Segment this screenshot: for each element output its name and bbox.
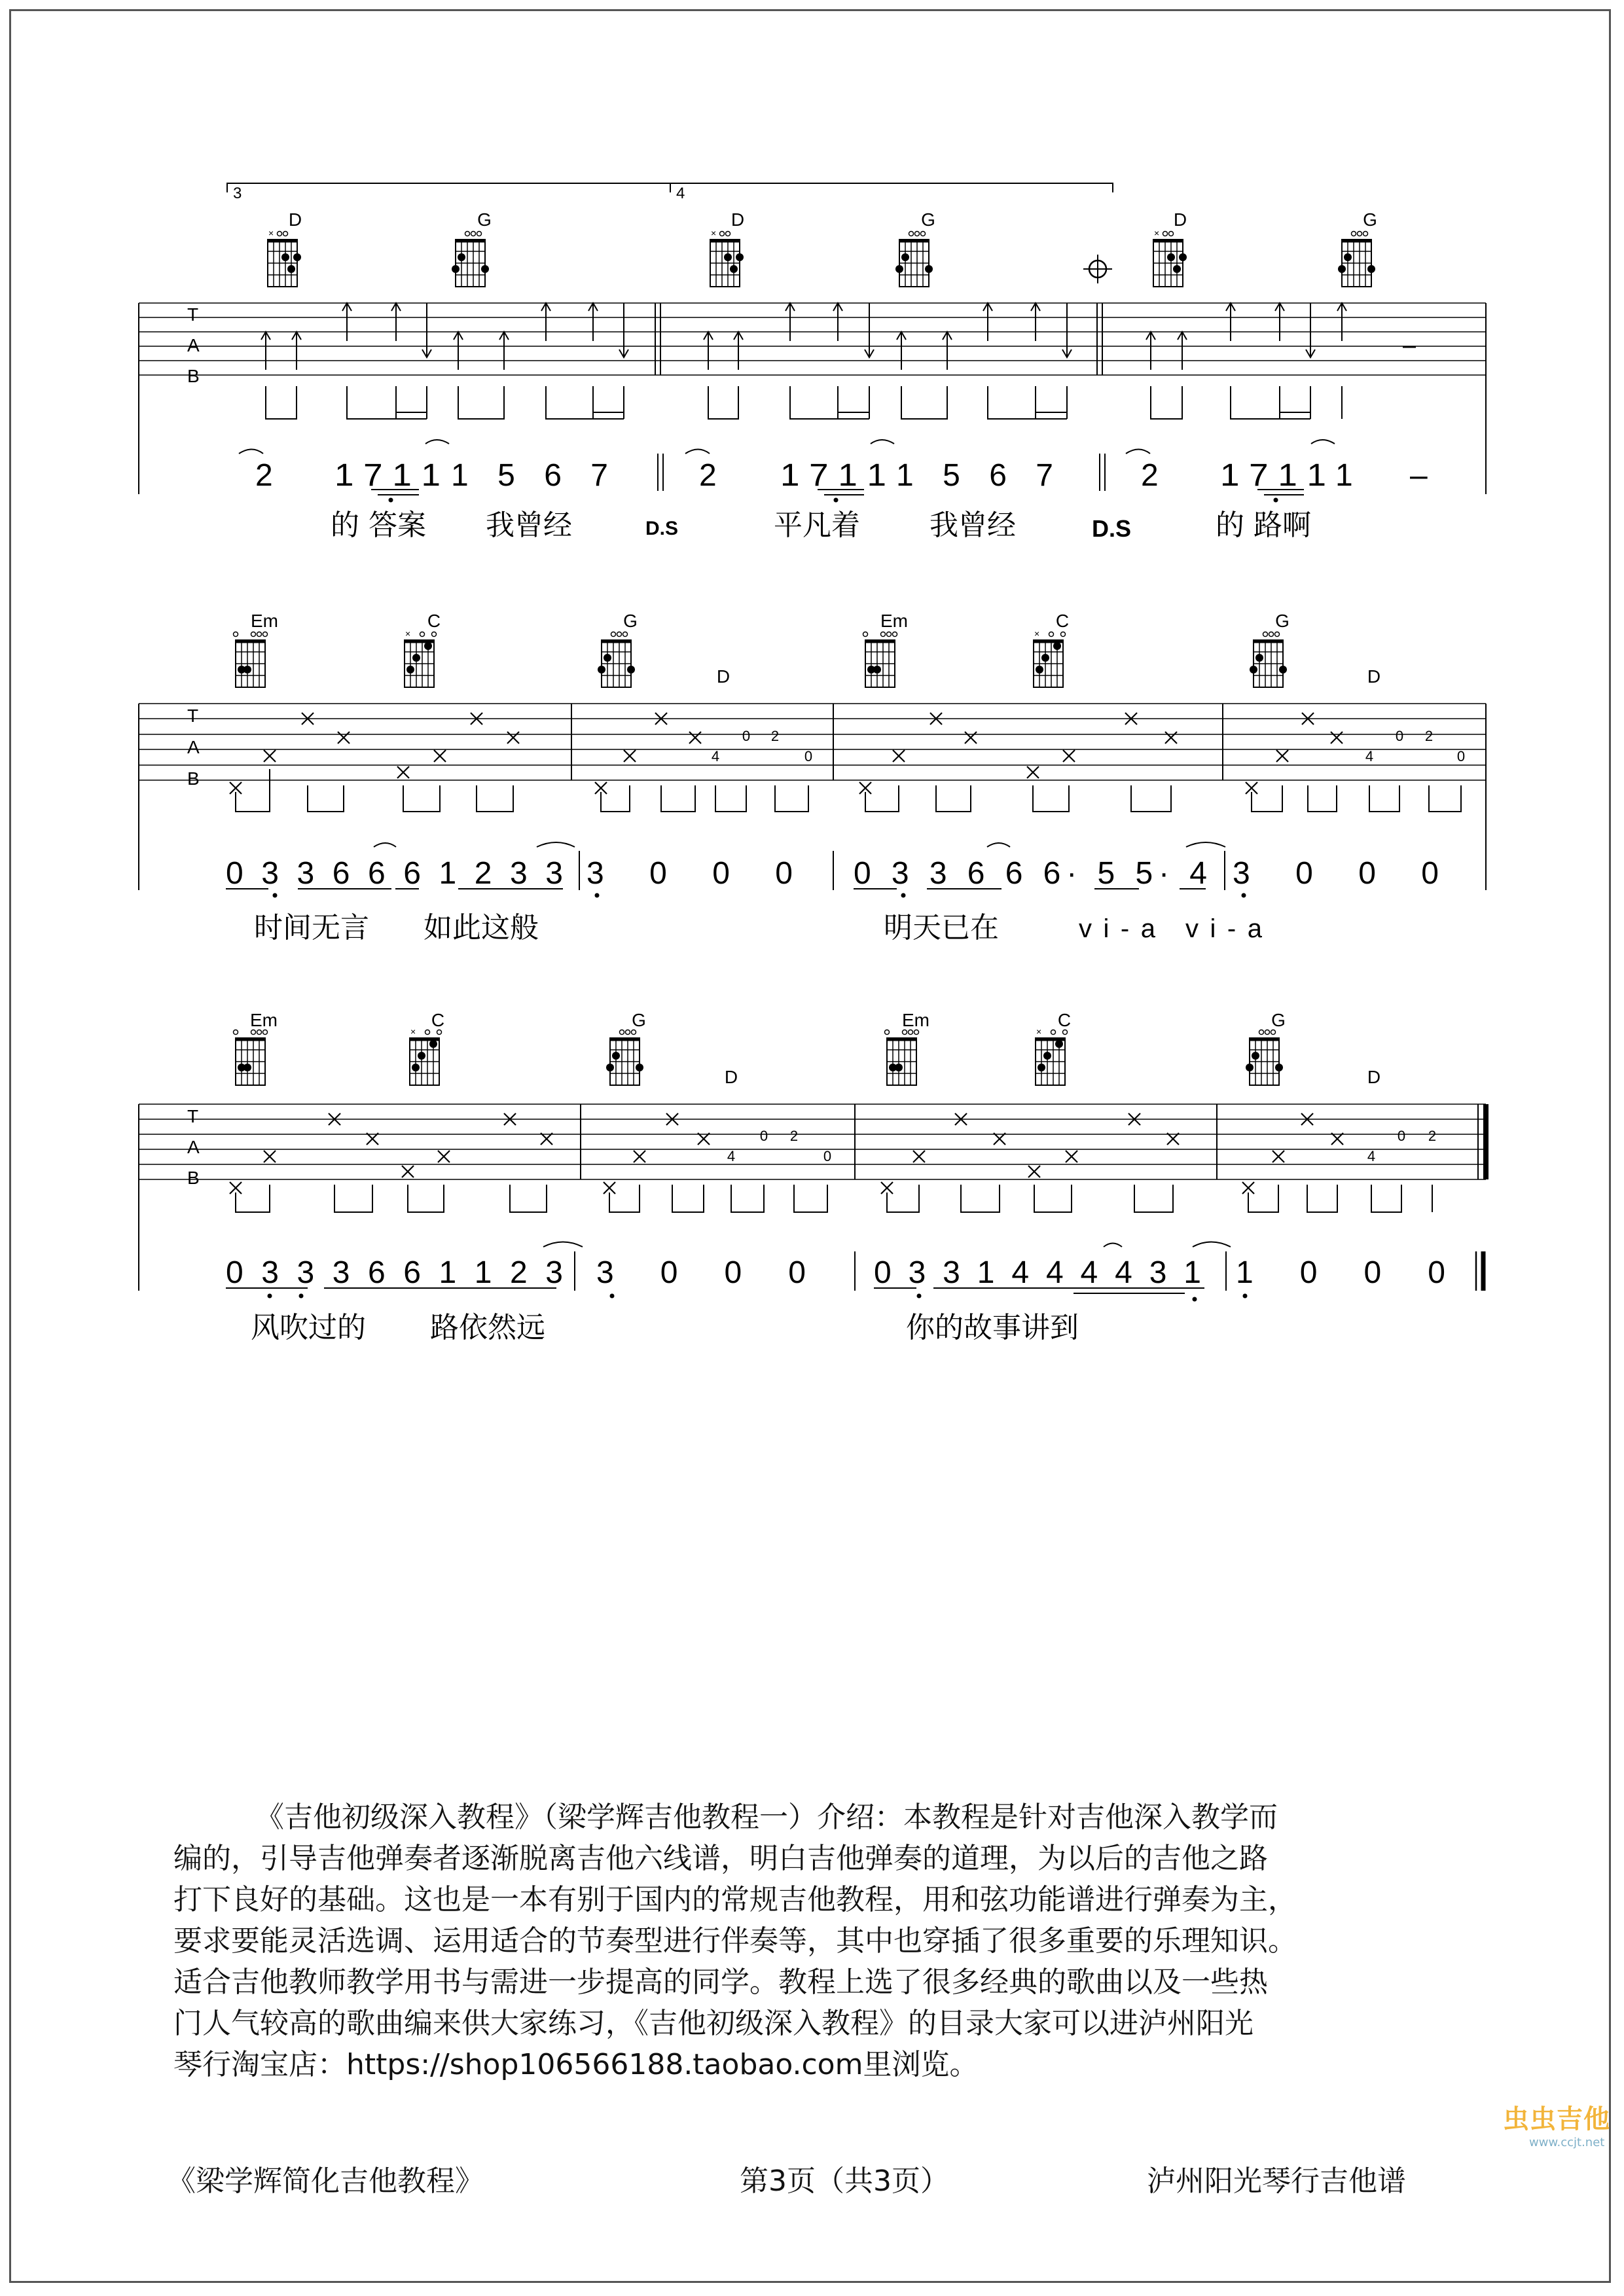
lyric: 平凡着 — [774, 509, 860, 542]
chord-diagram-g — [895, 232, 933, 287]
chord-name-c: C — [1055, 611, 1070, 631]
jianpu-line-2 — [226, 842, 1439, 898]
system-1 — [139, 183, 1486, 542]
jianpu-note: 2 — [255, 458, 273, 493]
intro-line: 《吉他初级深入教程》（梁学辉吉他教程一）介绍：本教程是针对吉他深入教学而 — [255, 1801, 1278, 1834]
fret-numbers — [727, 1128, 1436, 1164]
jianpu-notes: 3 0 0 0 — [596, 1255, 806, 1290]
lyric: 如此这般 — [424, 911, 539, 944]
lyric: 你的故事讲到 — [906, 1311, 1079, 1344]
intro-line: 门人气较高的歌曲编来供大家练习，《吉他初级深入教程》的目录大家可以进泸州阳光 — [173, 2007, 1254, 2040]
lyric: 的 路啊 — [1216, 509, 1311, 542]
tab-clef-b: B — [187, 768, 200, 789]
jianpu-note: 2 — [1141, 458, 1159, 493]
chord-name-d: D — [731, 209, 745, 230]
pick-marks — [230, 713, 1343, 794]
svg-text:2: 2 — [789, 1128, 799, 1144]
intro-line: 琴行淘宝店：https://shop106566188.taobao.com里浏览。 — [173, 2048, 979, 2081]
jianpu-notes: 3 0 0 0 — [586, 856, 793, 891]
fret-numbers — [712, 728, 1465, 764]
chord-name-em: Em — [880, 611, 908, 631]
watermark-logo — [1503, 2098, 1621, 2148]
lyrics-line-1 — [331, 509, 1311, 542]
measure-number-3: 3 — [233, 185, 242, 202]
jianpu-note: 1 — [1335, 458, 1353, 493]
jianpu-notes: 1 7 1 1 — [1220, 458, 1326, 493]
lyric: 时间无言 — [254, 911, 369, 944]
footer-publisher: 泸州阳光琴行吉他谱 — [1147, 2164, 1406, 2198]
lyric: 我曾经 — [929, 509, 1016, 542]
svg-text:0: 0 — [1397, 1128, 1406, 1144]
strum-arrows — [261, 303, 1416, 370]
chord-diagram-g — [1338, 232, 1375, 287]
rhythm-stems — [236, 1185, 1432, 1212]
jianpu-notes: 1 5 6 7 — [896, 458, 1053, 493]
svg-text:0: 0 — [823, 1148, 832, 1164]
chord-name-g: G — [1271, 1010, 1286, 1030]
svg-text:4: 4 — [1365, 748, 1374, 764]
svg-text:0: 0 — [742, 728, 751, 744]
svg-text:4: 4 — [1367, 1148, 1376, 1164]
chord-diagram-em — [234, 1030, 268, 1086]
jianpu-notes: 1 0 0 0 — [1236, 1255, 1445, 1290]
jianpu-notes: 0 3 3 6 6 6· 5 5· 4 — [854, 856, 1207, 891]
jianpu-notes: 1 7 1 1 — [334, 458, 441, 493]
chord-name-g: G — [632, 1010, 646, 1030]
footer-book-title: 《梁学辉简化吉他教程》 — [167, 2164, 484, 2198]
chord-diagram-em — [234, 632, 268, 688]
tab-clef-t: T — [187, 304, 199, 325]
intro-line: 编的，引导吉他弹奏者逐渐脱离吉他六线谱，明白吉他弹奏的道理，为以后的吉他之路 — [173, 1842, 1268, 1875]
jianpu-notes: 3 0 0 0 — [1233, 856, 1439, 891]
chord-name-d: D — [1367, 1067, 1381, 1087]
system-2 — [139, 611, 1486, 944]
chord-name-c: C — [427, 611, 441, 631]
chord-name-c: C — [1057, 1010, 1072, 1030]
jianpu-notes: 1 7 1 1 — [780, 458, 886, 493]
tab-clef-a: A — [187, 1137, 200, 1157]
intro-line: 要求要能灵活选调、运用适合的节奏型进行伴奏等，其中也穿插了很多重要的乐理知识。 — [173, 1924, 1297, 1958]
lyric: 的 答案 — [331, 509, 426, 542]
svg-text:0: 0 — [1395, 728, 1404, 744]
chord-name-g: G — [1363, 209, 1377, 230]
chord-diagram-c — [1034, 628, 1066, 687]
svg-text:0: 0 — [759, 1128, 768, 1144]
jianpu-notes: 1 5 6 7 — [451, 458, 608, 493]
chord-name-d: D — [288, 209, 302, 230]
chord-name-g: G — [477, 209, 492, 230]
pick-marks — [230, 1113, 1343, 1194]
chord-name-d: D — [1173, 209, 1187, 230]
chord-name-g: G — [623, 611, 638, 631]
lyric: vi-a vi-a — [1079, 914, 1262, 943]
svg-text:0: 0 — [1456, 748, 1466, 764]
chord-diagram-g — [598, 632, 635, 688]
tab-clef-t: T — [187, 1106, 199, 1126]
lyric: 风吹过的 — [251, 1311, 366, 1344]
chord-name-d: D — [716, 666, 731, 687]
lyrics-line-3 — [251, 1311, 1079, 1344]
tab-clef-b: B — [187, 1168, 200, 1188]
svg-text:4: 4 — [711, 748, 720, 764]
measure-number-4: 4 — [676, 185, 685, 202]
tutorial-introduction — [173, 1797, 1483, 2085]
rhythm-stems — [236, 769, 1461, 812]
chord-diagram-d — [710, 228, 744, 287]
jianpu-line-3 — [226, 1242, 1483, 1302]
lyrics-line-2 — [254, 911, 1263, 944]
tab-clef-a: A — [187, 335, 200, 355]
coda-icon — [1083, 255, 1112, 283]
jianpu-notes: 0 3 3 1 4 4 4 4 3 1 — [874, 1255, 1201, 1290]
chord-diagram-d — [1153, 228, 1187, 287]
jianpu-note: 2 — [699, 458, 717, 493]
chord-diagram-em — [863, 632, 897, 688]
chord-diagram-c — [1036, 1026, 1068, 1085]
ds-mark: D.S — [645, 518, 679, 539]
tab-clef-b: B — [187, 366, 200, 386]
tab-clef-a: A — [187, 737, 200, 757]
tab-clef-t: T — [187, 706, 199, 726]
jianpu-notes: 0 3 3 3 6 6 1 1 2 3 — [226, 1255, 563, 1290]
watermark-url: www.ccjt.net — [1529, 2136, 1605, 2149]
chord-diagram-g — [452, 232, 489, 287]
system-3 — [139, 1010, 1486, 1344]
ds-mark: D.S — [1092, 515, 1132, 542]
chord-name-d: D — [1367, 666, 1381, 687]
chord-diagram-em — [885, 1030, 919, 1086]
footer-page-number: 第3页（共3页） — [740, 2164, 949, 2198]
chord-diagram-c — [405, 628, 437, 687]
chord-name-em: Em — [250, 1010, 278, 1030]
svg-text:2: 2 — [1428, 1128, 1437, 1144]
chord-diagram-d — [268, 228, 301, 287]
chord-name-em: Em — [251, 611, 278, 631]
intro-line: 打下良好的基础。这也是一本有别于国内的常规吉他教程，用和弦功能谱进行弹奏为主， — [173, 1883, 1297, 1916]
jianpu-line-1 — [239, 440, 1428, 503]
svg-text:0: 0 — [804, 748, 813, 764]
jianpu-notes: 0 3 3 6 6 6 1 2 3 3 — [226, 856, 563, 891]
chord-diagram-g — [606, 1030, 643, 1086]
chord-name-c: C — [431, 1010, 445, 1030]
chord-diagram-g — [1250, 632, 1287, 688]
chord-name-d: D — [724, 1067, 738, 1087]
intro-line: 适合吉他教师教学用书与需进一步提高的同学。教程上选了很多经典的歌曲以及一些热 — [173, 1965, 1268, 1999]
jianpu-dash: – — [1410, 458, 1428, 493]
lyric: 我曾经 — [486, 509, 572, 542]
svg-text:4: 4 — [727, 1148, 736, 1164]
watermark-main: 虫虫吉他 — [1503, 2104, 1610, 2134]
chord-diagram-c — [410, 1026, 442, 1085]
lyric: 路依然远 — [430, 1311, 545, 1344]
chord-name-em: Em — [902, 1010, 929, 1030]
svg-text:2: 2 — [1424, 728, 1434, 744]
chord-name-g: G — [1275, 611, 1290, 631]
chord-name-g: G — [921, 209, 935, 230]
lyric: 明天已在 — [884, 911, 999, 944]
rhythm-stems — [266, 386, 1342, 419]
chord-diagram-g — [1246, 1030, 1283, 1086]
svg-text:2: 2 — [770, 728, 780, 744]
